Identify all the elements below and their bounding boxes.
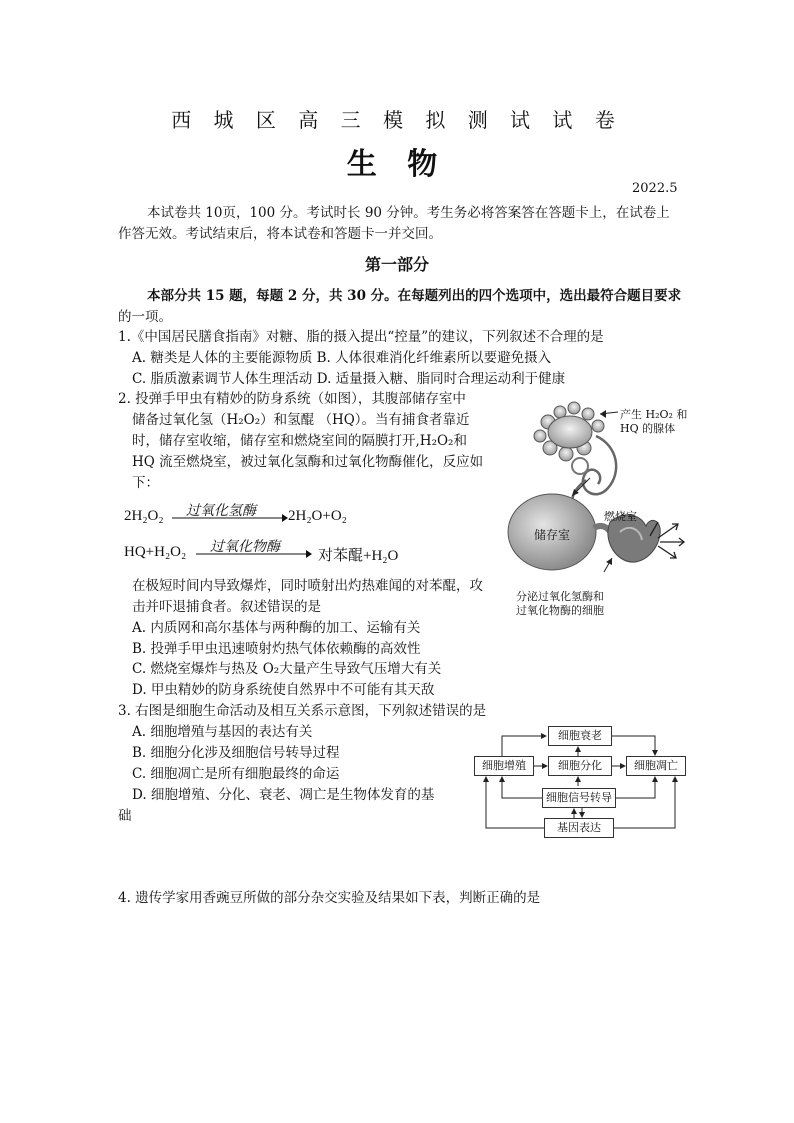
cell-activity-diagram bbox=[470, 722, 690, 842]
q2-continue-1: 在极短时间内导致爆炸，同时喷射出灼热难闻的对苯醌，攻 bbox=[132, 578, 483, 594]
q2-continue-2: 击并吓退捕食者。叙述错误的是 bbox=[132, 599, 321, 615]
intro-line-2: 作答无效。考试结束后，将本试卷和答题卡一并交回。 bbox=[118, 226, 442, 242]
q2-stem-5: 下： bbox=[132, 475, 159, 491]
q2-stem-4: HQ 流至燃烧室，被过氧化氢酶和过氧化物酶催化，反应如 bbox=[132, 454, 484, 470]
q2-stem-1: 2. 投弹手甲虫有精妙的防身系统（如图），其腹部储存室中 bbox=[118, 391, 466, 407]
q3-option-c: C. 细胞凋亡是所有细胞最终的命运 bbox=[132, 766, 340, 782]
storage-chamber-label: 储存室 bbox=[534, 528, 571, 542]
exam-title: 西 城 区 高 三 模 拟 测 试 试 卷 bbox=[171, 108, 623, 132]
q1-options-ab: A. 糖类是人体的主要能源物质 B. 人体很难消化纤维素所以要避免摄入 bbox=[132, 350, 552, 366]
gland-label-1: 产生 H₂O₂ 和 bbox=[620, 408, 688, 421]
q2-option-d: D. 甲虫精妙的防身系统使自然界中不可能有其天敌 bbox=[132, 682, 435, 698]
equation-2-reactant: HQ+H₂O₂ bbox=[124, 544, 187, 560]
q3-option-a: A. 细胞增殖与基因的表达有关 bbox=[132, 724, 313, 740]
combustion-chamber-label: 燃烧室 bbox=[604, 510, 637, 523]
exam-date: 2022.5 bbox=[632, 181, 678, 196]
equation-2-enzyme: 过氧化物酶 bbox=[210, 539, 280, 555]
q2-stem-2: 储备过氧化氢（H₂O₂）和氢醌 （HQ）。当有捕食者靠近 bbox=[132, 412, 470, 428]
q2-option-b: B. 投弹手甲虫迅速喷射灼热气体依赖酶的高效性 bbox=[132, 641, 421, 657]
node-cell-proliferation: 细胞增殖 bbox=[474, 756, 534, 776]
section-title: 第一部分 bbox=[364, 255, 429, 274]
q3-option-d-1: D. 细胞增殖、分化、衰老、凋亡是生物体发育的基 bbox=[132, 787, 435, 803]
q4-stem: 4. 遗传学家用香豌豆所做的部分杂交实验及结果如下表，判断正确的是 bbox=[118, 890, 541, 906]
node-cell-differentiation: 细胞分化 bbox=[548, 756, 612, 776]
intro-line-1: 本试卷共 10页，100 分。考试时长 90 分钟。考生务必将答案答在答题卡上，在试卷上 bbox=[147, 205, 670, 221]
q3-stem: 3. 右图是细胞生命活动及相互关系示意图，下列叙述错误的是 bbox=[118, 703, 487, 719]
node-cell-signaling: 细胞信号转导 bbox=[542, 788, 616, 808]
section-instructions-2: 的一项。 bbox=[118, 309, 172, 325]
equation-2-arrow bbox=[196, 549, 312, 559]
q1-options-cd: C. 脂质激素调节人体生理活动 D. 适量摄入糖、脂同时合理运动利于健康 bbox=[132, 371, 566, 387]
node-gene-expression: 基因表达 bbox=[544, 818, 614, 838]
enzyme-cell-label-1: 分泌过氧化氢酶和 bbox=[516, 590, 604, 603]
enzyme-cell-label-2: 过氧化物酶的细胞 bbox=[516, 604, 604, 617]
section-instructions-1: 本部分共 15 题，每题 2 分，共 30 分。在每题列出的四个选项中，选出最符合题目要求 bbox=[147, 288, 682, 304]
subject-title: 生 物 bbox=[346, 147, 448, 182]
equation-2-product: 对苯醌+H₂O bbox=[318, 548, 399, 564]
q3-option-b: B. 细胞分化涉及细胞信号转导过程 bbox=[132, 745, 340, 761]
q2-option-a: A. 内质网和高尔基体与两种酶的加工、运输有关 bbox=[132, 620, 421, 636]
beetle-defense-figure bbox=[500, 392, 700, 620]
equation-1-product: 2H₂O+O₂ bbox=[288, 508, 347, 524]
gland-label-2: HQ 的腺体 bbox=[620, 422, 676, 435]
node-cell-aging: 细胞衰老 bbox=[548, 726, 612, 746]
q1-stem: 1.《中国居民膳食指南》对糖、脂的摄入提出“控量”的建议，下列叙述不合理的是 bbox=[118, 329, 604, 345]
equation-1-arrow bbox=[172, 513, 288, 523]
q2-option-c: C. 燃烧室爆炸与热及 O₂大量产生导致气压增大有关 bbox=[132, 661, 442, 677]
equation-1-reactant: 2H₂O₂ bbox=[124, 508, 164, 524]
equation-1-enzyme: 过氧化氢酶 bbox=[186, 503, 256, 519]
q2-stem-3: 时，储存室收缩，储存室和燃烧室间的隔膜打开,H₂O₂和 bbox=[132, 433, 467, 449]
node-cell-apoptosis: 细胞凋亡 bbox=[626, 756, 686, 776]
q3-option-d-2: 础 bbox=[118, 808, 132, 824]
